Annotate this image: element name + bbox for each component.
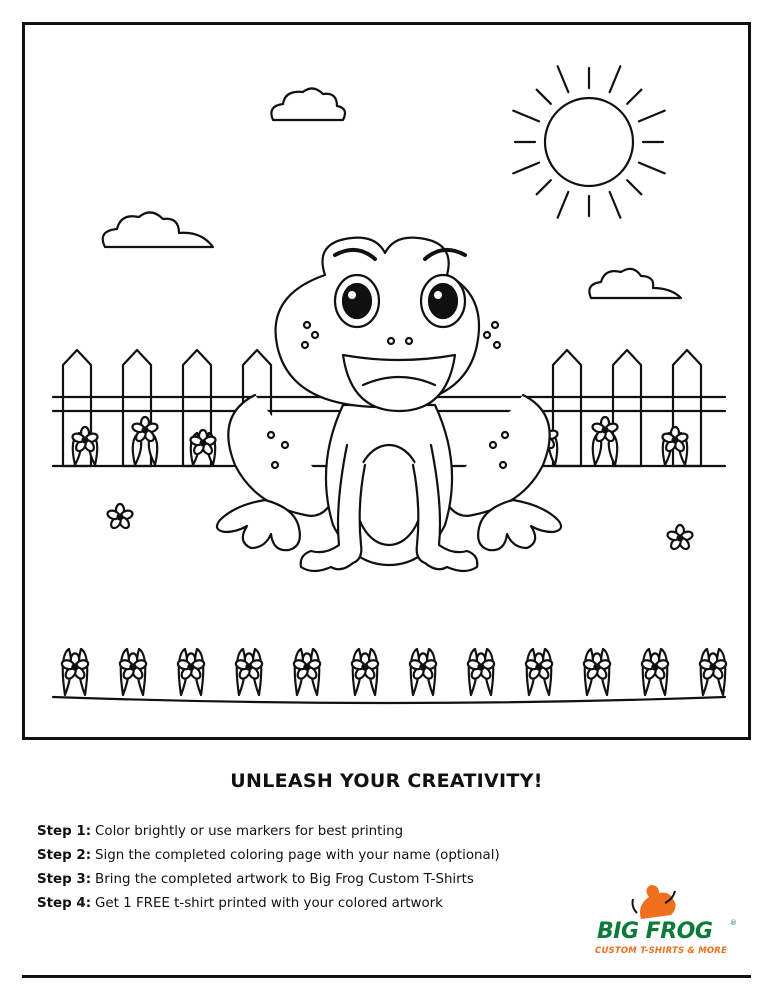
flower-icon bbox=[666, 525, 693, 551]
bottom-divider bbox=[22, 975, 751, 978]
step-text: Sign the completed coloring page with your name (optional) bbox=[95, 848, 500, 863]
step-label: Step 1: bbox=[37, 824, 92, 839]
step-item bbox=[37, 892, 500, 916]
coloring-artwork-frame bbox=[22, 22, 751, 740]
flower-icon bbox=[106, 504, 133, 530]
step-item bbox=[37, 844, 500, 868]
logo-tagline: CUSTOM T-SHIRTS & MORE bbox=[595, 946, 728, 956]
instruction-steps bbox=[37, 820, 500, 916]
step-text: Get 1 FREE t-shirt printed with your colored artwork bbox=[95, 896, 443, 911]
step-item bbox=[37, 820, 500, 844]
step-text: Color brightly or use markers for best printing bbox=[95, 824, 404, 839]
sun-icon bbox=[513, 66, 665, 218]
step-item bbox=[37, 868, 500, 892]
step-label: Step 2: bbox=[37, 848, 92, 863]
frog-silhouette-icon bbox=[593, 883, 743, 923]
cloud-icon bbox=[271, 88, 345, 120]
registered-mark: ® bbox=[730, 919, 737, 927]
cloud-icon bbox=[103, 212, 213, 247]
step-label: Step 4: bbox=[37, 896, 92, 911]
step-text: Bring the completed artwork to Big Frog Custom T-Shirts bbox=[95, 872, 474, 887]
cloud-icon bbox=[589, 269, 681, 298]
logo-wordmark: BIG FROG bbox=[597, 919, 713, 944]
big-frog-logo bbox=[593, 883, 743, 963]
page-headline: UNLEASH YOUR CREATIVITY! bbox=[230, 770, 543, 792]
step-label: Step 3: bbox=[37, 872, 92, 887]
frog-coloring-illustration bbox=[25, 25, 754, 743]
